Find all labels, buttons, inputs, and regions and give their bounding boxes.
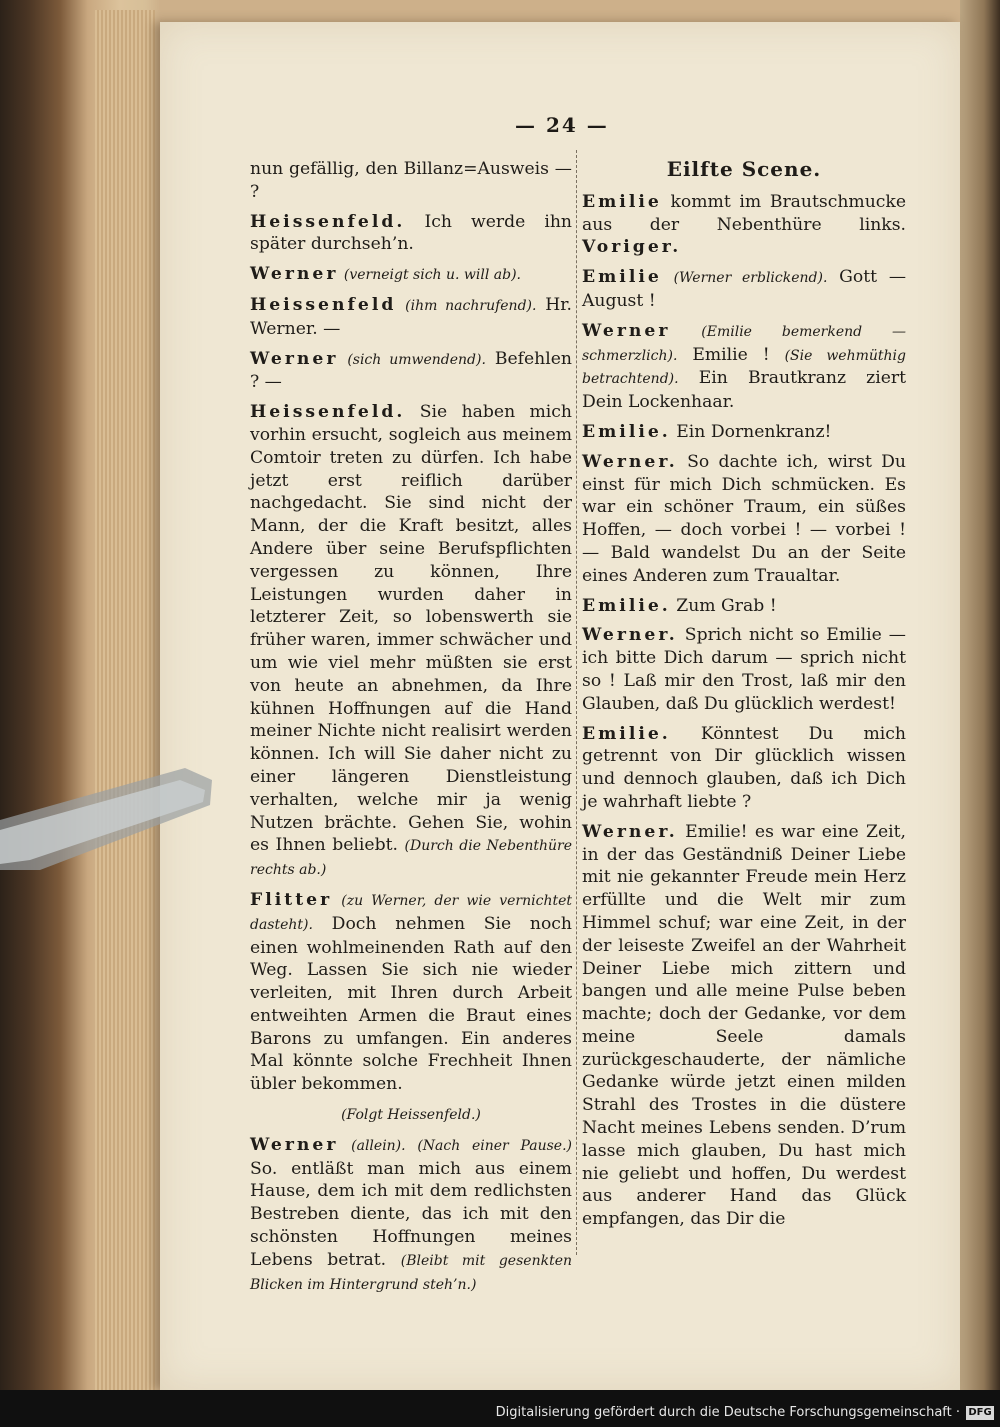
page-number: — 24 —	[515, 113, 609, 137]
speech: Werner (sich umwendend). Befehlen ? —	[250, 348, 572, 393]
speech: Emilie. Könntest Du mich getrennt von Dir glücklich wissen und dennoch glauben, daß ich Dich je wahrhaft liebte ?	[582, 723, 906, 812]
speech: Werner. So dachte ich, wirst Du einst für mich Dich schmücken. Es war ein schöner Traum, ein süßes Hoffen, — doch vorbei ! — vorbei ! — Bald wandelst Du an der Seite eines Anderen zum Traualtar.	[582, 451, 906, 586]
stage-direction: (Folgt Heissenfeld.)	[341, 1107, 481, 1124]
speech: Emilie. Ein Dornenkranz!	[582, 421, 832, 442]
page-holder-clip	[0, 760, 215, 870]
scene-intro: Emilie kommt im Brautschmucke aus der Nebenthüre links. Voriger.	[582, 191, 906, 258]
dfg-logo: DFG	[966, 1406, 994, 1420]
speech: Werner (verneigt sich u. will ab).	[250, 264, 521, 285]
speech: Heissenfeld (ihm nachrufend). Hr. Werner. —	[250, 294, 572, 339]
speech: Emilie. Zum Grab !	[582, 595, 777, 616]
page-edges	[95, 10, 155, 1395]
speech: Emilie (Werner erblickend). Gott — August !	[582, 267, 907, 311]
funding-notice: Digitalisierung gefördert durch die Deutsche Forschungsgemeinschaft ·	[495, 1405, 960, 1420]
left-column	[250, 158, 572, 1296]
speech: Werner (Emilie bemerkend — schmerzlich). Emilie ! (Sie wehmüthig betrachtend). Ein Brautkranz ziert Dein Lockenhaar.	[582, 320, 906, 413]
speech: Werner. Sprich nicht so Emilie — ich bitte Dich darum — sprich nicht so ! Laß mir den Trost, laß mir den Glauben, daß Du glücklich werdest!	[582, 625, 906, 714]
scene-heading: Eilfte Scene.	[666, 157, 822, 181]
speech: Heissenfeld. Sie haben mich vorhin ersucht, sogleich aus meinem Comtoir treten zu dürfen. Ich habe jetzt erst reiflich darüber nachgedacht. Sie sind nicht der Mann, der die Kraft besitzt, alles Andere über seine Berufspflichten vergessen zu können, Ihre Leistungen wurden daher in letzterer Zeit, so lobenswerth sie früher waren, immer schwächer und um wie viel mehr müßten sie erst von heute an abnehmen, da Ihre kühnen Hoffnungen auf die Hand meiner Nichte nicht realisirt werden können. Ich will Sie daher nicht zu einer längeren Dienstleistung verhalten, welche mir ja wenig Nutzen brächte. Gehen Sie, wohin es Ihnen beliebt. (Durch die Nebenthüre rechts ab.)	[250, 402, 573, 879]
facing-page-edge	[960, 0, 1000, 1390]
column-divider	[576, 150, 577, 1255]
text-paragraph: nun gefällig, den Billanz=Ausweis — ?	[250, 159, 572, 202]
right-column	[582, 158, 906, 1231]
speech: Werner. Emilie! es war eine Zeit, in der das Geständniß Deiner Liebe mit nie gekannter Freude mein Herz erfüllte und die Welt mir zum Himmel schuf; war eine Zeit, in der der leiseste Zweifel an der Wahrheit Deiner Liebe mich zittern und bangen und alle meine Pulse beben machte; doch der Gedanke, vor dem meine Seele damals zurückgeschauderte, der nämliche Gedanke würde jetzt einen milden Strahl des Trostes in die düstere Nacht meines Lebens senden. D’rum lasse mich glauben, Du hast mich nie geliebt und hoffen, Du werdest aus anderer Hand das Glück empfangen, das Dir die	[582, 821, 907, 1230]
speech: Werner (allein). (Nach einer Pause.) So. entläßt man mich aus einem Hause, dem ich mit dem redlichsten Bestreben diente, das ich mit den schönsten Hoffnungen meines Lebens betrat. (Bleibt mit gesenkten Blicken im Hintergrund steh’n.)	[250, 1134, 572, 1293]
speech: Flitter (zu Werner, der wie vernichtet dasteht). Doch nehmen Sie noch einen wohlmeinenden Rath auf den Weg. Lassen Sie sich nie wieder verleiten, mit Ihren durch Arbeit entweihten Armen die Braut eines Barons zu umfangen. Ein anderes Mal könnte solche Frechheit Ihnen übler bekommen.	[250, 889, 572, 1095]
speech: Heissenfeld. Ich werde ihn später durchseh’n.	[250, 211, 572, 255]
